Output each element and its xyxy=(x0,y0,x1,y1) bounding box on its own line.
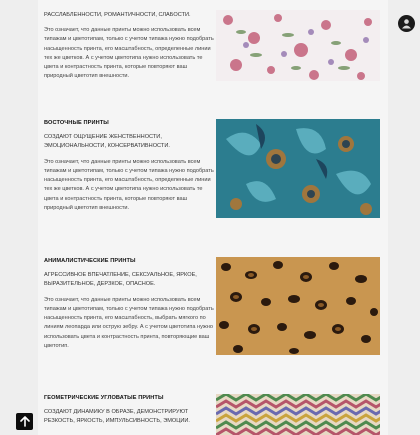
floral-print-image xyxy=(216,10,380,81)
section-subtitle: СОЗДАЮТ ДИНАМИКУ В ОБРАЗЕ, ДЕМОНСТРИРУЮТ РЕЗКОСТЬ, ЯРКОСТЬ, ИМПУЛЬСИВНОСТЬ, ЭМОЦИИ. xyxy=(44,409,190,425)
section-title: ВОСТОЧНЫЕ ПРИНТЫ xyxy=(44,120,109,126)
section-title: АНИМАЛИСТИЧЕСКИЕ ПРИНТЫ xyxy=(44,258,136,264)
user-avatar-button[interactable] xyxy=(398,15,415,32)
section-romantic-prints xyxy=(44,11,214,82)
section-body: Это означает, что данные принты можно использовать всем типажам и цветотипам, только с учетом типажа нужно подобрать насыщенность принта, его масштабность, выбрать мягкого по линиям леопарда или острую зебру. А с учетом цветотипа нужно использовать цвета и контрастность принта, повторяющие ваш цветотип. xyxy=(44,296,214,349)
arrow-up-icon xyxy=(20,416,30,427)
article-page xyxy=(38,0,388,435)
section-subtitle: РАССЛАБЛЕННОСТИ, РОМАНТИЧНОСТИ, СЛАБОСТИ. xyxy=(44,12,191,18)
section-subtitle: СОЗДАЮТ ОЩУЩЕНИЕ ЖЕНСТВЕННОСТИ, ЭМОЦИОНАЛЬНОСТИ, КОНСЕРВАТИВНОСТИ. xyxy=(44,134,170,150)
section-body: Это означает, что данные принты можно использовать всем типажам и цветотипам, только с учетом типажа нужно подобрать насыщенность принта, его масштабность, определенные линии тех же цветков. А с учетом цветотипа нужно использовать те цвета и контрастность принта, которые повторяют ваш природный цветотип внешности. xyxy=(44,27,214,80)
section-oriental-prints xyxy=(44,119,214,213)
user-avatar-icon xyxy=(401,18,412,29)
paisley-print-image xyxy=(216,119,380,218)
section-geometric-prints xyxy=(44,394,214,433)
section-body: Это означает, что данные принты можно использовать всем типажам и цветотипам, только с учетом типажа нужно подобрать насыщенность принта, его масштабность, определенные линии тех же цветков. А с учетом цветотипа нужно использовать те цвета и контрастность принта, которые повторяют ваш природный цветотип внешности. xyxy=(44,158,214,211)
leopard-print-image xyxy=(216,257,380,355)
section-subtitle: АГРЕССИВНОЕ ВПЕЧАТЛЕНИЕ, СЕКСУАЛЬНОЕ, ЯРКОЕ, ВЫРАЗИТЕЛЬНОЕ, ДЕРЗКОЕ, ОПАСНОЕ. xyxy=(44,272,197,288)
scroll-to-top-button[interactable] xyxy=(16,413,33,430)
section-animal-prints xyxy=(44,257,214,351)
zigzag-print-image xyxy=(216,394,380,435)
section-title: ГЕОМЕТРИЧЕСКИЕ УГЛОВАТЫЕ ПРИНТЫ xyxy=(44,395,164,401)
